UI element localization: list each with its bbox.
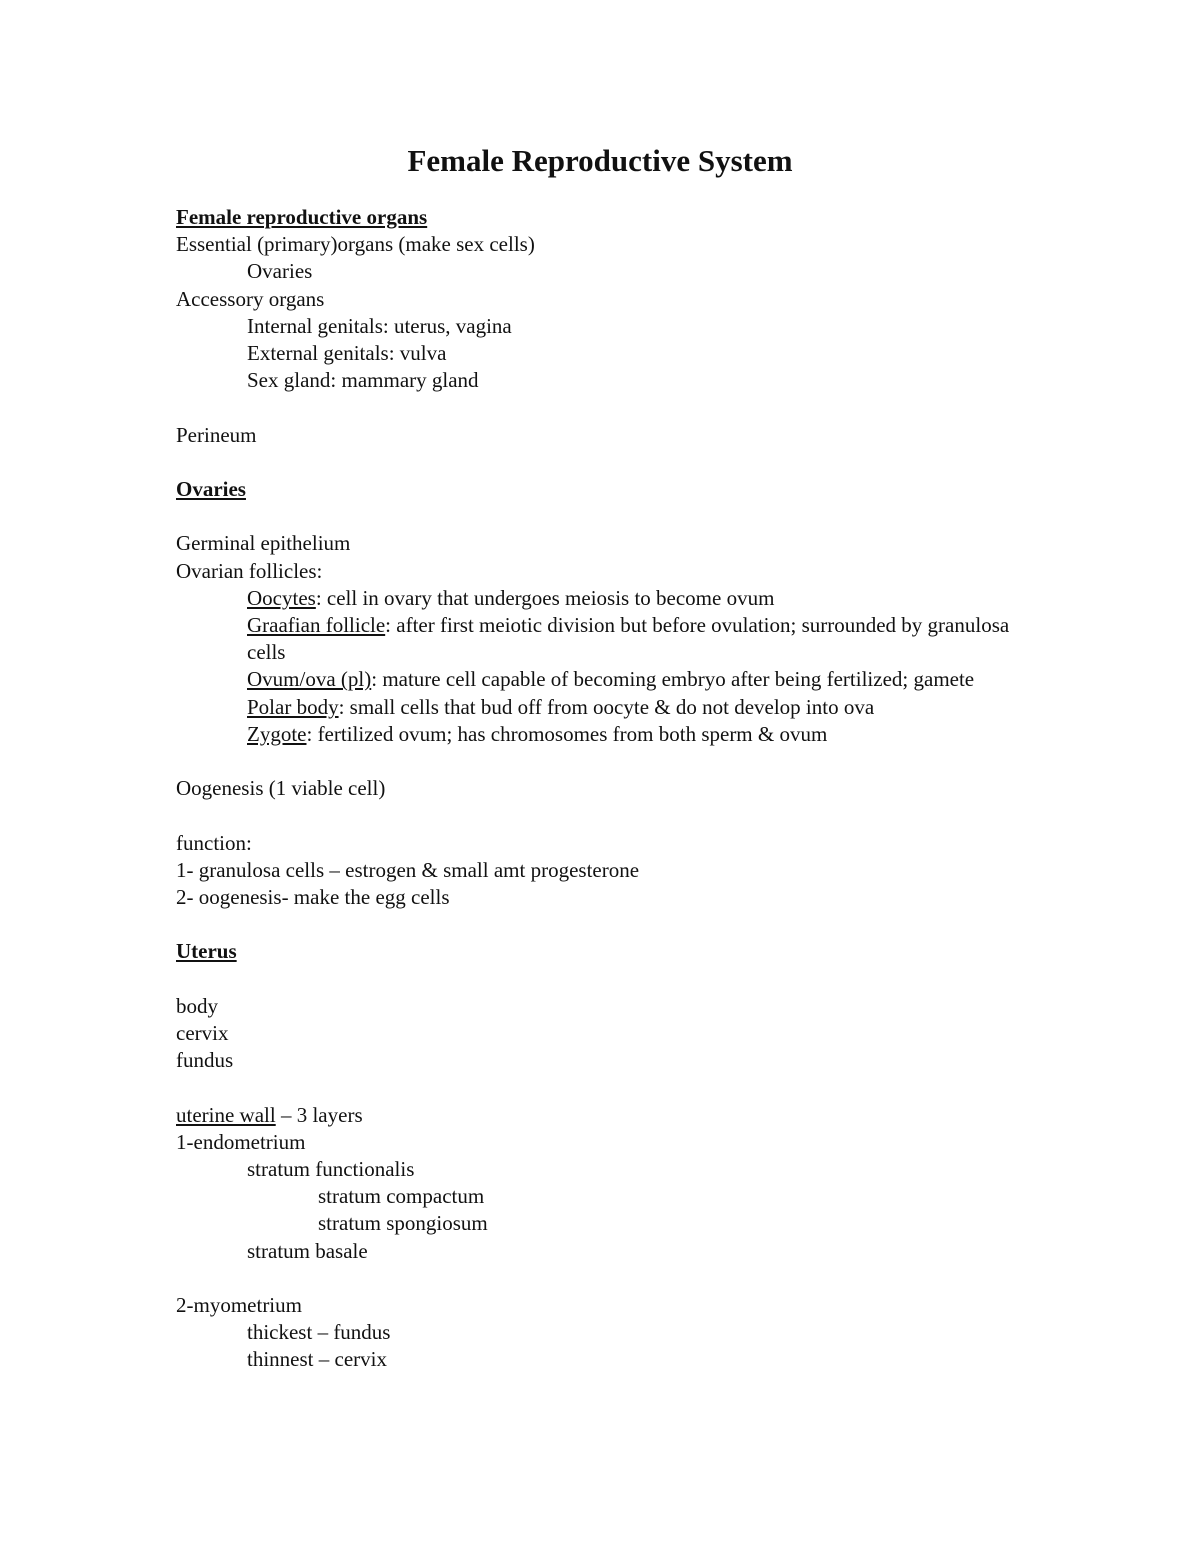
uterus-part-cervix: cervix bbox=[176, 1020, 229, 1045]
term-definition: : small cells that bud off from oocyte & do not develop into ova bbox=[338, 694, 875, 719]
internal-genitals-item: Internal genitals: uterus, vagina bbox=[247, 313, 512, 338]
spacer bbox=[176, 394, 1036, 421]
germinal-epithelium-line: Germinal epithelium bbox=[176, 531, 351, 556]
term-oocytes bbox=[176, 585, 1036, 612]
term-definition: : fertilized ovum; has chromosomes from both sperm & ovum bbox=[306, 721, 828, 746]
endometrium-line: 1-endometrium bbox=[176, 1129, 306, 1154]
stratum-spongiosum-item: stratum spongiosum bbox=[318, 1211, 488, 1236]
section-heading-organs: Female reproductive organs bbox=[176, 205, 428, 229]
spacer bbox=[176, 503, 1036, 530]
function-label: function: bbox=[176, 830, 252, 855]
term-label: Polar body bbox=[247, 694, 339, 719]
term-definition: : mature cell capable of becoming embryo after being fertilized; gamete bbox=[371, 667, 975, 692]
essential-organs-line: Essential (primary)organs (make sex cells) bbox=[176, 232, 535, 257]
term-label: Oocytes bbox=[247, 585, 316, 610]
spacer bbox=[176, 748, 1036, 775]
external-genitals-item: External genitals: vulva bbox=[247, 341, 447, 366]
stratum-compactum-item: stratum compactum bbox=[318, 1184, 485, 1209]
term-polar-body bbox=[176, 694, 1036, 721]
thinnest-item: thinnest – cervix bbox=[247, 1347, 387, 1372]
sex-gland-item: Sex gland: mammary gland bbox=[247, 368, 479, 393]
uterine-wall-rest: – 3 layers bbox=[275, 1102, 363, 1127]
spacer bbox=[176, 966, 1036, 993]
section-heading-uterus: Uterus bbox=[176, 939, 237, 964]
ovarian-follicles-line: Ovarian follicles: bbox=[176, 558, 323, 583]
uterine-wall-label: uterine wall bbox=[176, 1102, 276, 1127]
uterus-part-fundus: fundus bbox=[176, 1048, 234, 1073]
ovaries-item: Ovaries bbox=[247, 259, 313, 284]
term-zygote bbox=[176, 721, 1036, 748]
uterine-wall-line bbox=[176, 1102, 1036, 1129]
stratum-functionalis-item: stratum functionalis bbox=[247, 1156, 415, 1181]
term-definition: : cell in ovary that undergoes meiosis to become ovum bbox=[315, 585, 775, 610]
document-body bbox=[176, 204, 1036, 1374]
section-heading-ovaries: Ovaries bbox=[176, 477, 246, 501]
page-title: Female Reproductive System bbox=[407, 143, 793, 178]
term-label: Ovum/ova (pl) bbox=[247, 667, 372, 692]
term-ovum bbox=[176, 666, 1036, 693]
term-label: Graafian follicle bbox=[247, 613, 386, 637]
stratum-basale-item: stratum basale bbox=[247, 1238, 368, 1263]
spacer bbox=[176, 911, 1036, 938]
function-item-1: 1- granulosa cells – estrogen & small amt progesterone bbox=[176, 857, 640, 882]
oogenesis-line: Oogenesis (1 viable cell) bbox=[176, 776, 386, 801]
term-label: Zygote bbox=[247, 721, 307, 746]
term-graafian-follicle bbox=[176, 612, 1036, 666]
spacer bbox=[176, 449, 1036, 476]
perineum-line: Perineum bbox=[176, 422, 257, 447]
accessory-organs-line: Accessory organs bbox=[176, 286, 325, 311]
term-definition: : after first meiotic division but before ovulation; surrounded by granulosa cells bbox=[247, 613, 1010, 665]
uterus-part-body: body bbox=[176, 993, 218, 1018]
spacer bbox=[176, 1265, 1036, 1292]
function-item-2: 2- oogenesis- make the egg cells bbox=[176, 885, 450, 909]
spacer bbox=[176, 1074, 1036, 1101]
thickest-item: thickest – fundus bbox=[247, 1320, 391, 1345]
myometrium-line: 2-myometrium bbox=[176, 1292, 302, 1317]
spacer bbox=[176, 802, 1036, 829]
